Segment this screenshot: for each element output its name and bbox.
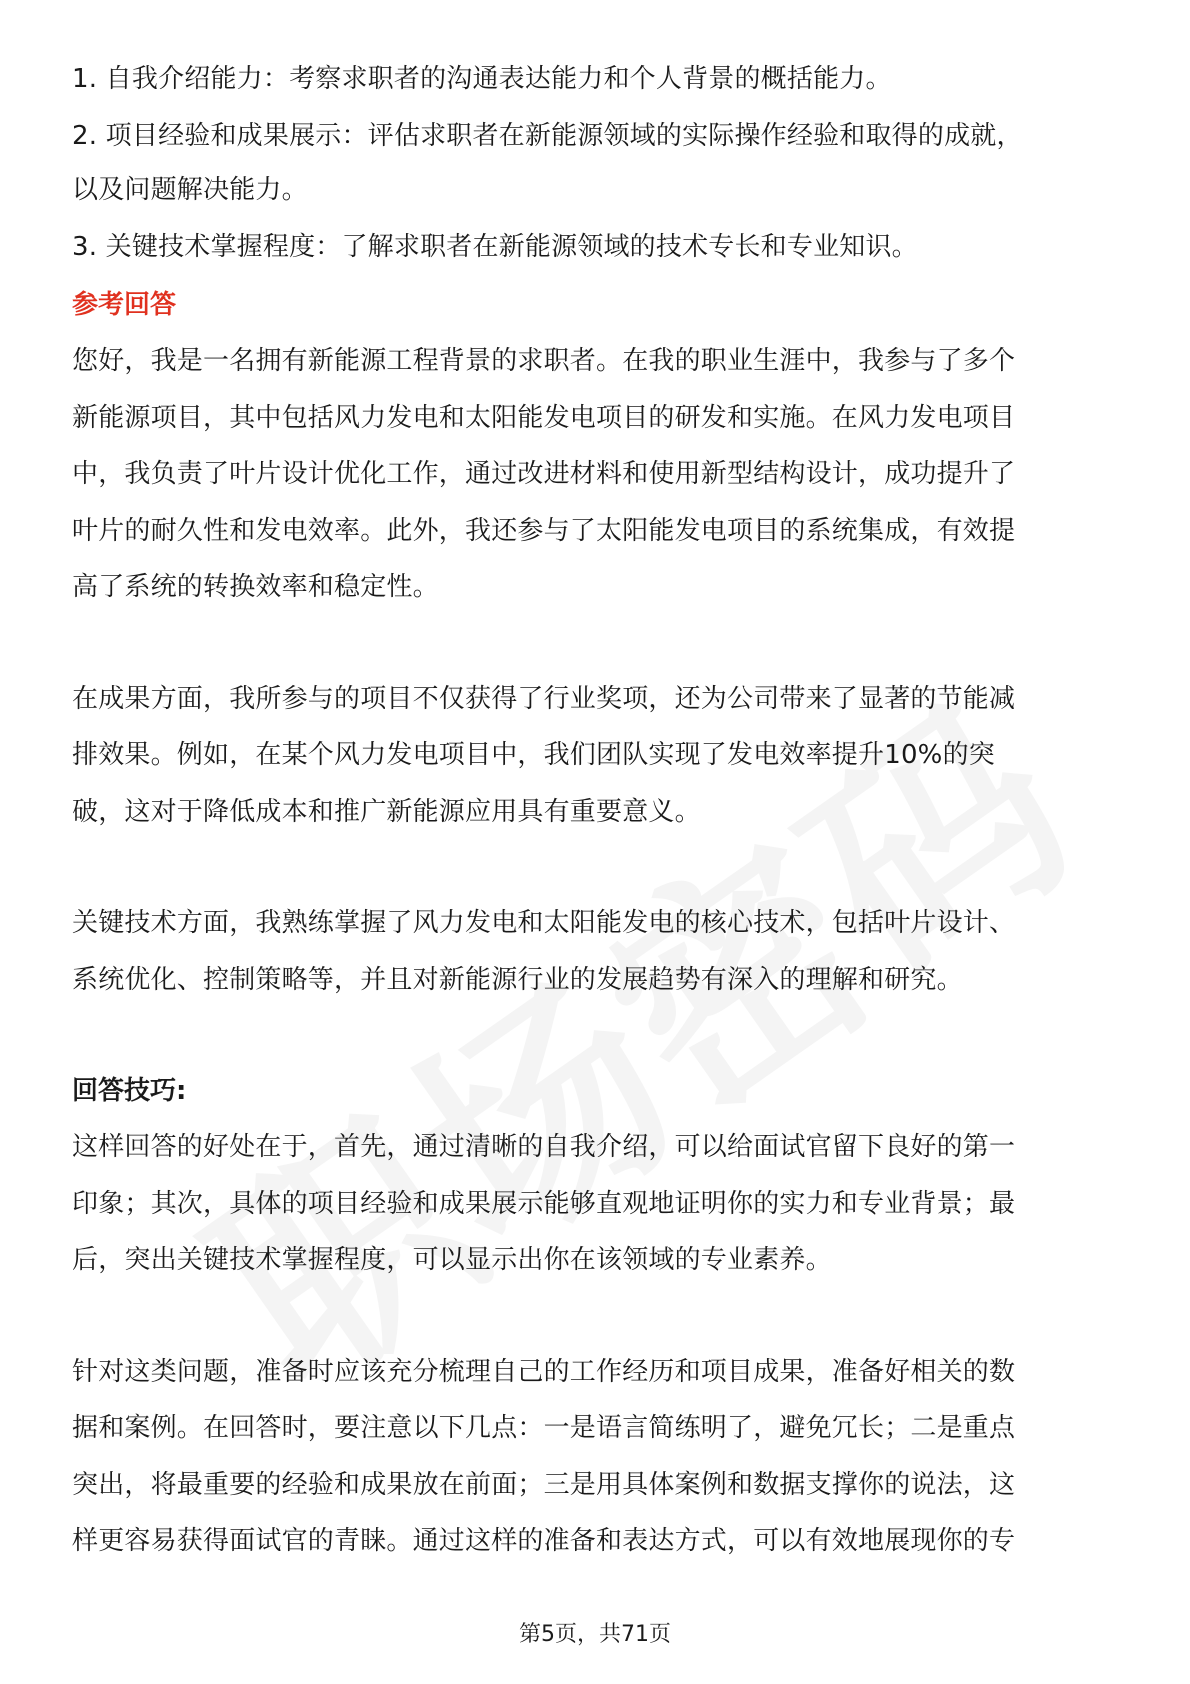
paragraph-line: 叶片的耐久性和发电效率。此外，我还参与了太阳能发电项目的系统集成，有效提 bbox=[72, 515, 1016, 546]
paragraph-line: 突出，将最重要的经验和成果放在前面；三是用具体案例和数据支撑你的说法，这 bbox=[72, 1469, 1016, 1500]
tips-paragraph bbox=[72, 1119, 1124, 1289]
tips-paragraph bbox=[72, 1344, 1124, 1570]
list-item-line: 1. 自我介绍能力：考察求职者的沟通表达能力和个人背景的概括能力。 bbox=[72, 64, 892, 94]
paragraph-line: 针对这类问题，准备时应该充分梳理自己的工作经历和项目成果，准备好相关的数 bbox=[72, 1356, 1016, 1387]
paragraph-line: 印象；其次，具体的项目经验和成果展示能够直观地证明你的实力和专业背景；最 bbox=[72, 1188, 1016, 1219]
paragraph-line: 据和案例。在回答时，要注意以下几点：一是语言简练明了，避免冗长；二是重点 bbox=[72, 1413, 1016, 1443]
paragraph-line: 样更容易获得面试官的青睐。通过这样的准备和表达方式，可以有效地展现你的专 bbox=[72, 1526, 1016, 1556]
tips-heading: 回答技巧: bbox=[72, 1076, 187, 1106]
answer-paragraph bbox=[72, 333, 1124, 616]
page-number-footer: 第5页，共71页 bbox=[519, 1622, 671, 1647]
list-item-line: 2. 项目经验和成果展示：评估求职者在新能源领域的实际操作经验和取得的成就， bbox=[72, 121, 1023, 151]
paragraph-line: 在成果方面，我所参与的项目不仅获得了行业奖项，还为公司带来了显著的节能减 bbox=[72, 683, 1016, 714]
list-item-line: 以及问题解决能力。 bbox=[72, 175, 308, 205]
list-item bbox=[72, 109, 1124, 217]
answer-paragraph bbox=[72, 895, 1124, 1008]
paragraph-line: 排效果。例如，在某个风力发电项目中，我们团队实现了发电效率提升10%的突 bbox=[72, 740, 995, 770]
paragraph-gap bbox=[72, 1008, 1124, 1063]
paragraph-gap bbox=[72, 616, 1124, 671]
answer-paragraph bbox=[72, 671, 1124, 841]
list-item bbox=[72, 52, 1124, 106]
paragraph-line: 破，这对于降低成本和推广新能源应用具有重要意义。 bbox=[72, 796, 701, 827]
paragraph-line: 关键技术方面，我熟练掌握了风力发电和太阳能发电的核心技术，包括叶片设计、 bbox=[72, 908, 1016, 938]
paragraph-line: 您好，我是一名拥有新能源工程背景的求职者。在我的职业生涯中，我参与了多个 bbox=[72, 346, 1016, 376]
paragraph-line: 后，突出关键技术掌握程度，可以显示出你在该领域的专业素养。 bbox=[72, 1245, 832, 1275]
list-item bbox=[72, 220, 1124, 274]
evaluation-points-list bbox=[72, 52, 1124, 274]
document-page bbox=[72, 52, 1124, 1570]
paragraph-gap bbox=[72, 1289, 1124, 1344]
paragraph-line: 高了系统的转换效率和稳定性。 bbox=[72, 572, 439, 602]
paragraph-line: 新能源项目，其中包括风力发电和太阳能发电项目的研发和实施。在风力发电项目 bbox=[72, 402, 1016, 433]
paragraph-line: 系统优化、控制策略等，并且对新能源行业的发展趋势有深入的理解和研究。 bbox=[72, 964, 963, 995]
list-item-line: 3. 关键技术掌握程度：了解求职者在新能源领域的技术专长和专业知识。 bbox=[72, 232, 918, 262]
paragraph-line: 中，我负责了叶片设计优化工作，通过改进材料和使用新型结构设计，成功提升了 bbox=[72, 459, 1016, 489]
reference-answer-heading: 参考回答 bbox=[72, 290, 177, 320]
paragraph-line: 这样回答的好处在于，首先，通过清晰的自我介绍，可以给面试官留下良好的第一 bbox=[72, 1132, 1016, 1162]
paragraph-gap bbox=[72, 840, 1124, 895]
